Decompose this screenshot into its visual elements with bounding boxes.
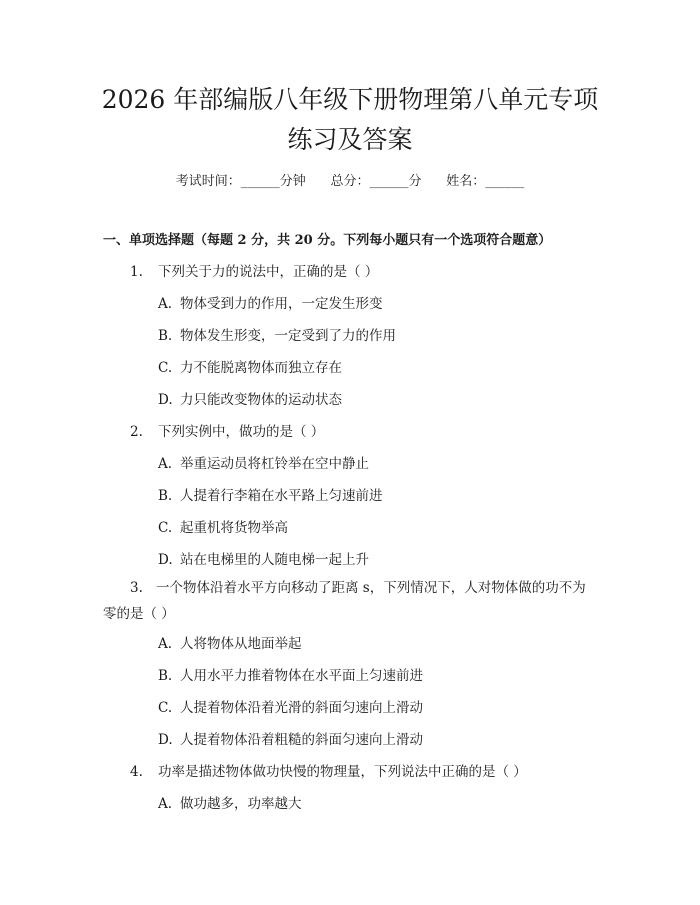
question-text: 下列关于力的说法中，正确的是（ ） [158,264,379,280]
option-3b [158,664,423,684]
option-text: 力只能改变物体的运动状态 [180,392,342,408]
option-2c [158,516,288,536]
option-letter: D. [158,392,173,408]
option-1c [158,356,342,376]
option-text: 人提着物体沿着光滑的斜面匀速向上滑动 [180,700,423,716]
question-3 [103,575,603,627]
option-letter: A. [158,296,173,312]
question-number: 2. [130,424,143,440]
question-number: 3. [130,580,143,596]
question-number: 4. [130,764,143,780]
question-text: 功率是描述物体做功快慢的物理量，下列说法中正确的是（ ） [158,764,527,780]
question-text-line-1: 一个物体沿着水平方向移动了距离 s，下列情况下，人对物体做的功不为 [156,580,586,596]
option-letter: D. [158,732,173,748]
question-number: 1. [130,264,143,280]
option-3d [158,728,423,748]
question-text-line-2: 零的是（ ） [103,606,175,622]
option-3c [158,696,423,716]
option-1d [158,388,342,408]
option-1a [158,292,383,312]
option-text: 人提着行李箱在水平路上匀速前进 [180,488,383,504]
option-letter: B. [158,668,173,684]
option-letter: C. [158,700,173,716]
option-letter: A. [158,636,173,652]
question-2 [130,420,324,440]
option-letter: C. [158,520,173,536]
option-4a [158,792,302,812]
option-text: 人用水平力推着物体在水平面上匀速前进 [180,668,423,684]
option-2d [158,548,369,568]
option-text: 物体受到力的作用，一定发生形变 [180,296,383,312]
title-line-1: 2026 年部编版八年级下册物理第八单元专项 [101,85,599,114]
option-letter: B. [158,488,173,504]
option-3a [158,632,302,652]
option-text: 力不能脱离物体而独立存在 [180,360,342,376]
option-text: 人将物体从地面举起 [180,636,302,652]
option-text: 物体发生形变，一定受到了力的作用 [180,328,396,344]
option-letter: A. [158,456,173,472]
option-text: 站在电梯里的人随电梯一起上升 [180,552,369,568]
document-title [60,80,640,160]
option-2a [158,452,369,472]
section-heading: 一、单项选择题（每题 2 分，共 20 分。下列每小题只有一个选项符合题意） [103,233,552,248]
exam-meta-line: 考试时间：______分钟 总分：______分 姓名：______ [175,174,525,189]
option-2b [158,484,383,504]
question-4 [130,760,527,780]
option-text: 起重机将货物举高 [180,520,288,536]
question-text: 下列实例中，做功的是（ ） [158,424,325,440]
option-text: 举重运动员将杠铃举在空中静止 [180,456,369,472]
option-text: 做功越多，功率越大 [180,796,302,812]
title-line-2: 练习及答案 [287,125,413,154]
option-letter: C. [158,360,173,376]
option-letter: B. [158,328,173,344]
option-letter: A. [158,796,173,812]
option-text: 人提着物体沿着粗糙的斜面匀速向上滑动 [180,732,423,748]
option-1b [158,324,396,344]
question-1 [130,260,378,280]
option-letter: D. [158,552,173,568]
